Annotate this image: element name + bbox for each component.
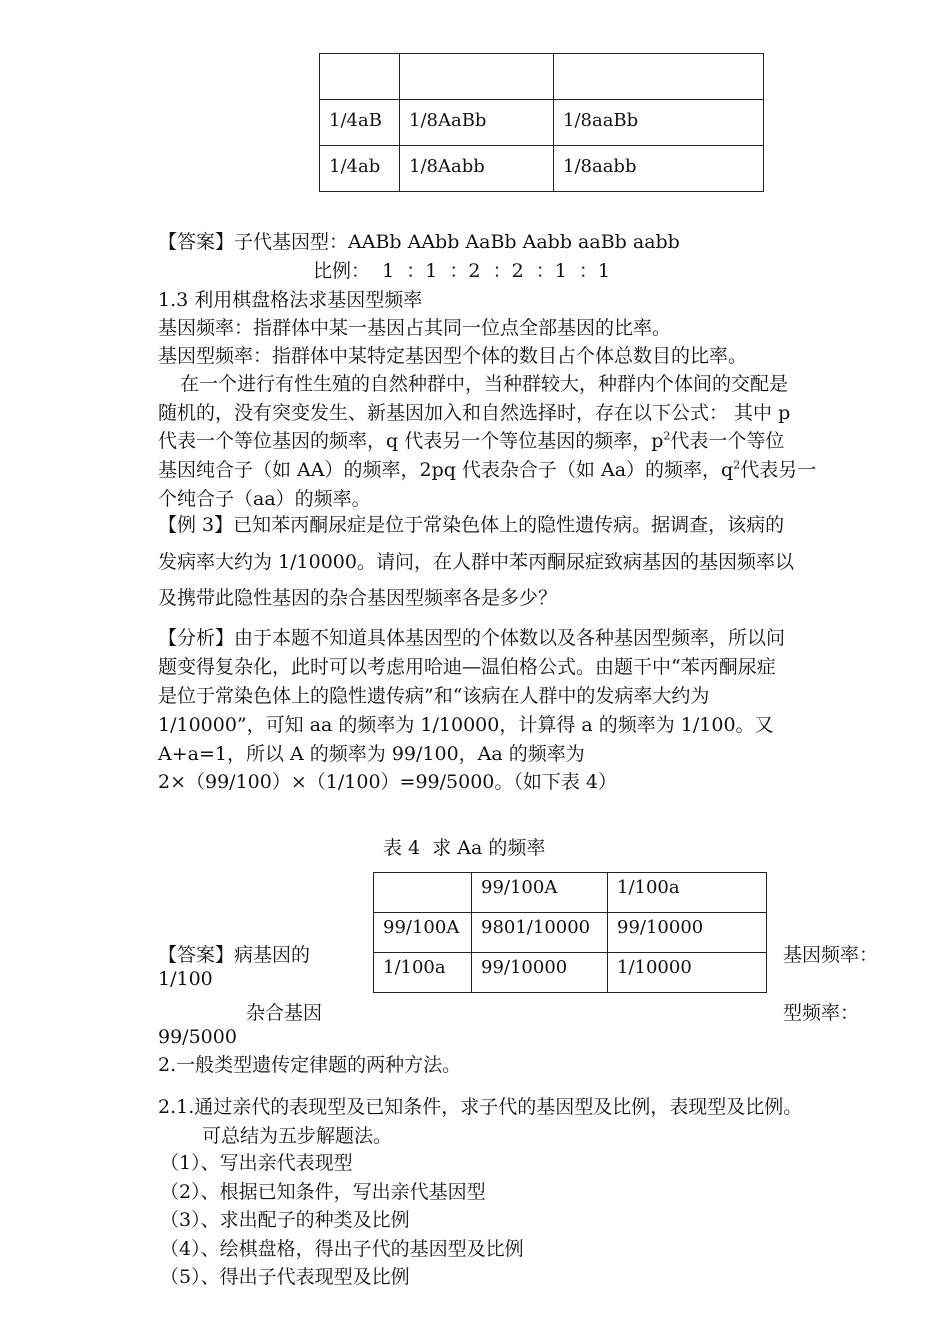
table-cell: 99/100A: [374, 913, 472, 953]
paragraph-line: 个纯合子（aa）的频率。: [158, 488, 371, 510]
step-item: （5）、得出子代表现型及比例: [160, 1266, 410, 1288]
step-item: （2）、根据已知条件，写出亲代基因型: [160, 1181, 486, 1203]
step-item: （4）、绘棋盘格，得出子代的基因型及比例: [160, 1238, 524, 1260]
table-caption: 表 4 求 Aa 的频率: [383, 837, 546, 859]
superscript: 2: [733, 458, 741, 472]
table-cell: 1/8aabb: [554, 146, 764, 192]
table-cell: 99/10000: [472, 953, 608, 993]
section-title: 2.一般类型遗传定律题的两种方法。: [158, 1054, 462, 1076]
answer1-line1: 【答案】子代基因型：AABb AAbb AaBb Aabb aaBb aabb: [158, 231, 680, 253]
table-row: [320, 100, 764, 146]
analysis-line: 1/10000”，可知 aa 的频率为 1/10000，计算得 a 的频率为 1/100。又: [158, 714, 774, 736]
paragraph-line: [158, 426, 784, 453]
table-cell: 1/8aaBb: [554, 100, 764, 146]
table-row: [374, 953, 767, 993]
answer2-left1: 【答案】病基因的: [158, 944, 311, 966]
analysis-line: 【分析】由于本题不知道具体基因型的个体数以及各种基因型频率，所以问: [158, 627, 786, 649]
punnett-table-top: [319, 53, 764, 192]
text-span: 代表另一: [740, 459, 817, 481]
definition-genotype-frequency: 基因型频率：指群体中某特定基因型个体的数目占个体总数目的比率。: [158, 345, 748, 367]
analysis-line: 题变得复杂化，此时可以考虑用哈迪—温伯格公式。由题干中“苯丙酮尿症: [158, 656, 776, 678]
table-row: [374, 873, 767, 913]
answer2-right2: 型频率：: [783, 1002, 860, 1024]
table-row: [320, 146, 764, 192]
paragraph-line: [158, 455, 816, 482]
answer2-left4: 99/5000: [158, 1026, 237, 1048]
analysis-line: A+a=1，所以 A 的频率为 99/100，Aa 的频率为: [158, 743, 585, 765]
table-cell: 1/8Aabb: [400, 146, 554, 192]
superscript: 2: [663, 429, 671, 443]
table-cell: 99/100A: [472, 873, 608, 913]
table-cell: 1/4aB: [320, 100, 400, 146]
table-cell: [374, 873, 472, 913]
table-row: [320, 54, 764, 100]
text-span: 基因纯合子（如 AA）的频率，2pq 代表杂合子（如 Aa）的频率，q: [158, 459, 734, 481]
step-item: （3）、求出配子的种类及比例: [160, 1209, 410, 1231]
example-line: 发病率大约为 1/10000。请问，在人群中苯丙酮尿症致病基因的基因频率以: [158, 551, 794, 573]
step-item: （1）、写出亲代表现型: [160, 1152, 353, 1174]
example-line: 【例 3】已知苯丙酮尿症是位于常染色体上的隐性遗传病。据调查，该病的: [158, 514, 785, 536]
frequency-table: [373, 872, 767, 993]
subsection-line: 可总结为五步解题法。: [202, 1125, 393, 1147]
analysis-line: 2×（99/100）×（1/100）=99/5000。（如下表 4）: [158, 771, 618, 793]
text-span: 代表一个等位: [670, 430, 785, 452]
answer2-left3: 杂合基因: [246, 1002, 323, 1024]
table-row: [374, 913, 767, 953]
table-cell: 9801/10000: [472, 913, 608, 953]
table-cell: 1/10000: [608, 953, 767, 993]
analysis-line: 是位于常染色体上的隐性遗传病”和“该病在人群中的发病率大约为: [158, 685, 710, 707]
paragraph-line: 在一个进行有性生殖的自然种群中，当种群较大，种群内个体间的交配是: [180, 373, 789, 395]
answer2-right1: 基因频率：: [783, 944, 879, 966]
table-cell: [320, 54, 400, 100]
table-cell: 1/4ab: [320, 146, 400, 192]
paragraph-line: 随机的，没有突变发生、新基因加入和自然选择时，存在以下公式： 其中 p: [158, 402, 791, 424]
definition-gene-frequency: 基因频率：指群体中某一基因占其同一位点全部基因的比率。: [158, 317, 672, 339]
table-cell: 99/10000: [608, 913, 767, 953]
table-cell: [554, 54, 764, 100]
example-line: 及携带此隐性基因的杂合基因型频率各是多少？: [158, 587, 558, 609]
answer1-ratio: 比例： 1 ：1 ：2 ：2 ：1 ：1: [313, 260, 611, 282]
section-title: 1.3 利用棋盘格法求基因型频率: [158, 289, 423, 311]
answer2-left2: 1/100: [158, 968, 213, 990]
table-cell: [400, 54, 554, 100]
table-cell: 1/8AaBb: [400, 100, 554, 146]
subsection-line: 2.1.通过亲代的表现型及已知条件，求子代的基因型及比例，表现型及比例。: [158, 1096, 803, 1118]
table-cell: 1/100a: [608, 873, 767, 913]
text-span: 代表一个等位基因的频率，q 代表另一个等位基因的频率，p: [158, 430, 664, 452]
table-cell: 1/100a: [374, 953, 472, 993]
